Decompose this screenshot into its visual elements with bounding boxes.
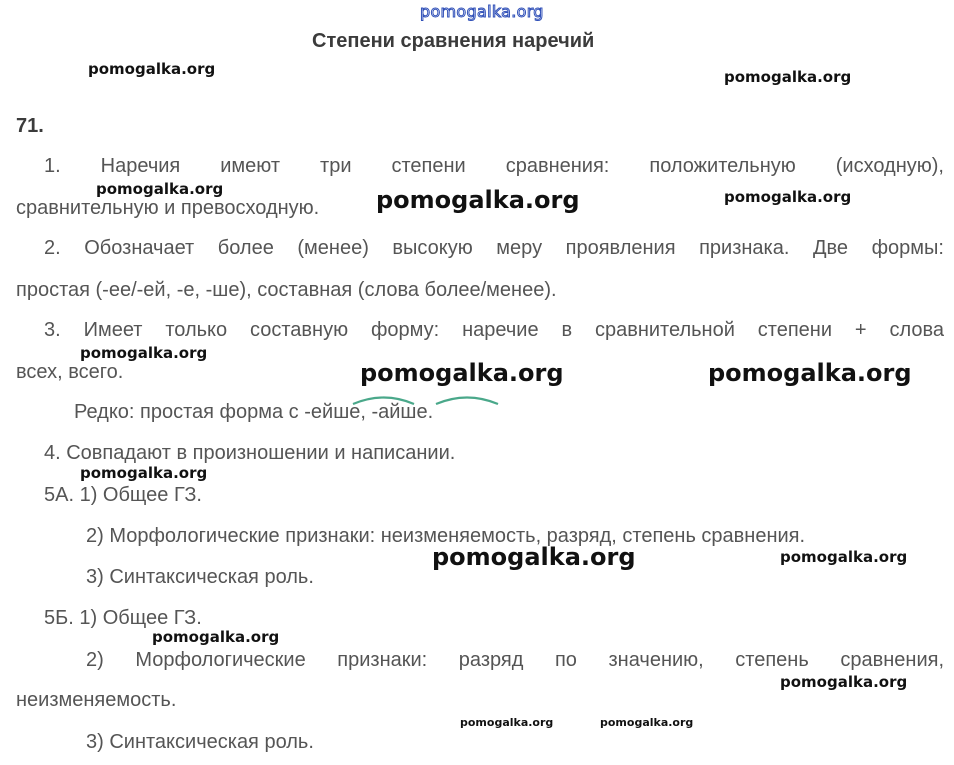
text-line-5b2b: неизменяемость. [16,689,177,711]
text-line-3a: 3. Имеет только составную форму: наречие в сравнительной степени + слова [44,319,944,341]
text-line-1a: 1. Наречия имеют три степени сравнения: положительную (исходную), [44,155,944,177]
text-line-5b2: 2) Морфологические признаки: разряд по значению, степень сравнения, [86,649,944,671]
text-line-5b1: 5Б. 1) Общее ГЗ. [44,607,202,629]
text-line-2b: простая (-ее/-ей, -е, -ше), составная (слова более/менее). [16,279,557,301]
suffix-arc-eyshe [353,398,414,405]
watermark: pomogalka.org [724,68,852,86]
text-line-3b: всех, всего. [16,361,124,383]
watermark: pomogalka.org [780,673,908,691]
text-line-5a1: 5А. 1) Общее ГЗ. [44,484,202,506]
text-line-2a: 2. Обозначает более (менее) высокую меру проявления признака. Две формы: [44,237,944,259]
exercise-number: 71. [16,115,44,137]
watermark: pomogalka.org [88,60,216,78]
text-line-5a3: 3) Синтаксическая роль. [86,566,314,588]
text-line-5b3: 3) Синтаксическая роль. [86,731,314,753]
watermark: pomogalka.org [80,344,208,362]
watermark: pomogalka.org [376,186,580,214]
watermark: pomogalka.org [360,359,564,387]
watermark: pomogalka.org [152,628,280,646]
watermark: pomogalka.org [96,180,224,198]
watermark: pomogalka.org [780,548,908,566]
suffix-arc-ayshe [436,398,498,405]
watermark: pomogalka.org [600,716,694,729]
page-title: Степени сравнения наречий [312,30,595,52]
text-line-5a2: 2) Морфологические признаки: неизменяемость, разряд, степень сравнения. [86,525,806,547]
text-line-4: 4. Совпадают в произношении и написании. [44,442,456,464]
site-logo[interactable]: pomogalka.org [420,2,544,21]
watermark: pomogalka.org [708,359,912,387]
watermark: pomogalka.org [80,464,208,482]
watermark: pomogalka.org [460,716,554,729]
watermark: pomogalka.org [432,543,636,571]
text-line-1b: сравнительную и превосходную. [16,197,320,219]
watermark: pomogalka.org [724,188,852,206]
text-line-3c: Редко: простая форма с -ейше, -айше. [74,401,434,423]
